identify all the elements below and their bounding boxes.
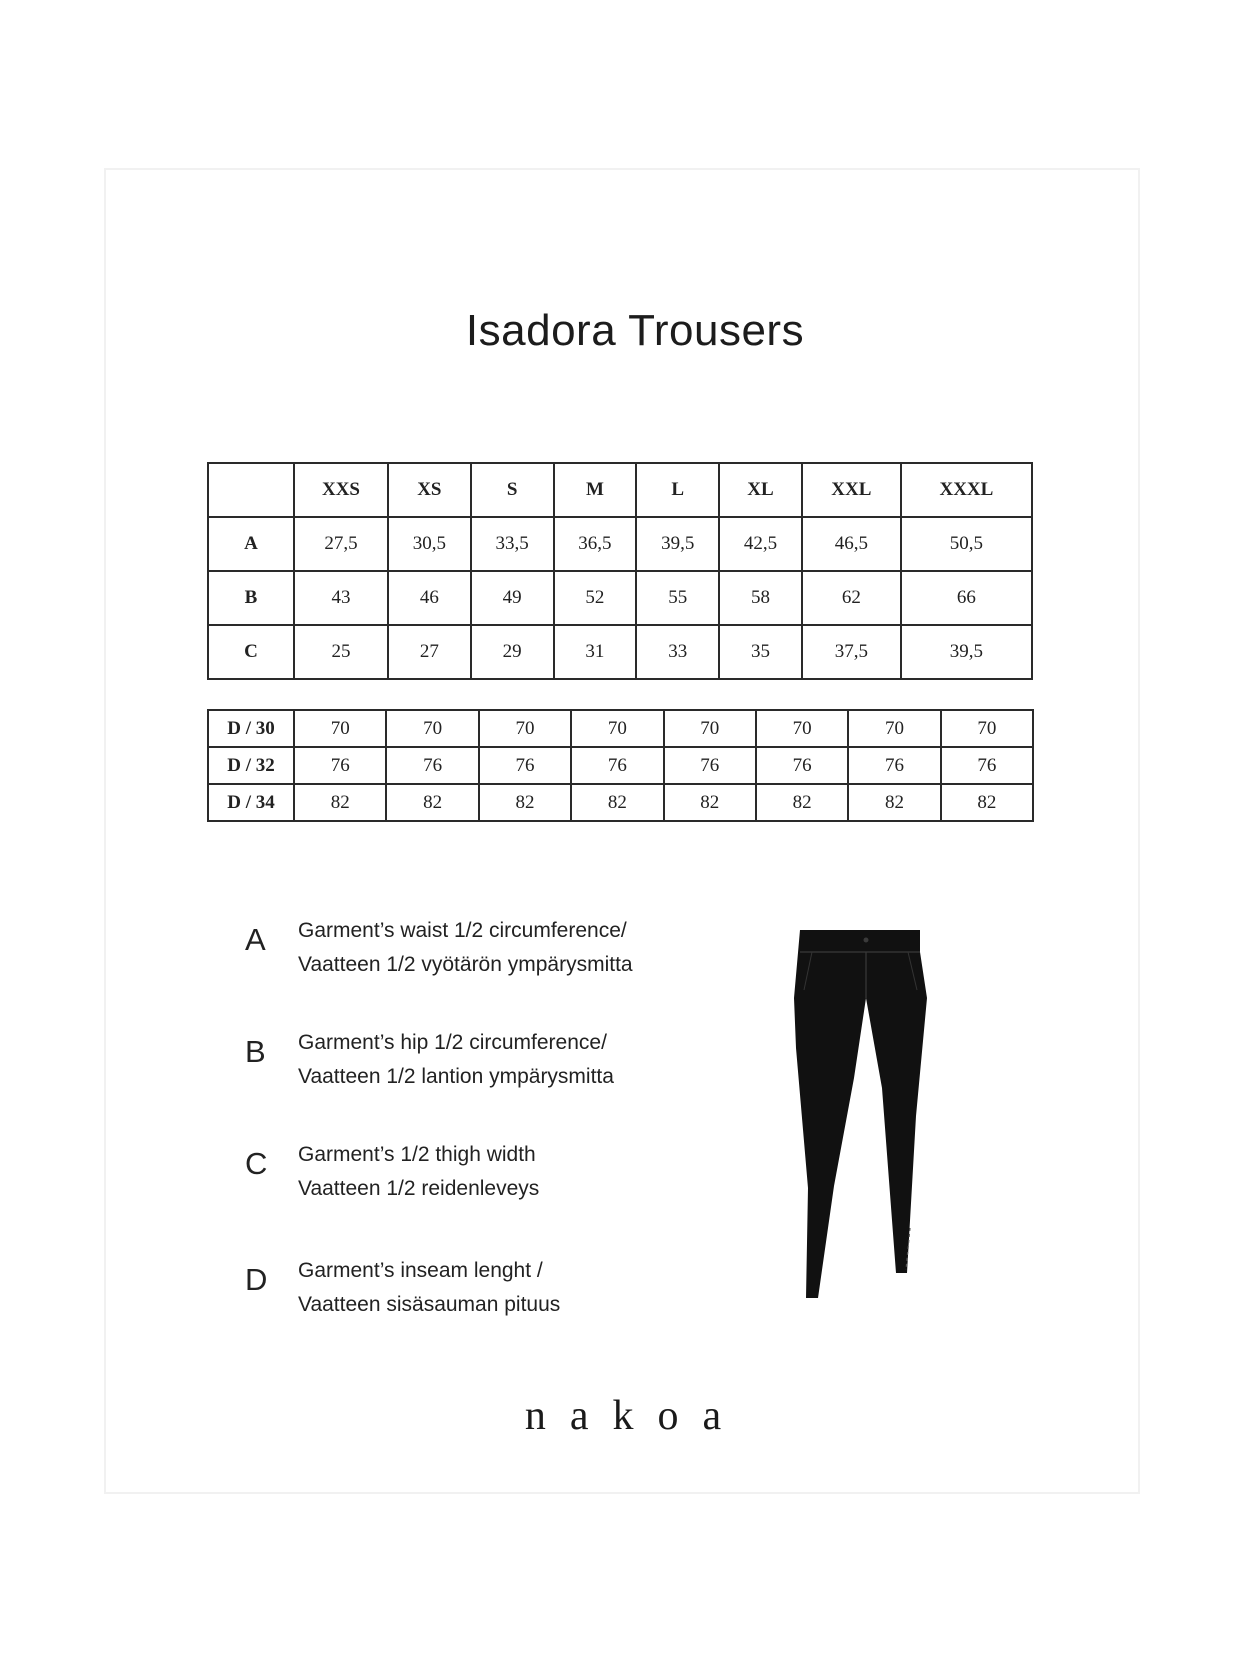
- table-cell: 70: [479, 710, 571, 747]
- table-cell: 76: [479, 747, 571, 784]
- table-cell: 82: [479, 784, 571, 821]
- page-title: Isadora Trousers: [465, 306, 805, 355]
- legend-description: [298, 1254, 560, 1322]
- table-cell: 27: [388, 625, 471, 679]
- table-cell: 70: [756, 710, 848, 747]
- table-row: [208, 747, 1033, 784]
- size-header: S: [471, 463, 554, 517]
- table-cell: 49: [471, 571, 554, 625]
- size-header: XXS: [294, 463, 388, 517]
- table-cell: 36,5: [554, 517, 637, 571]
- size-header: XXXL: [901, 463, 1032, 517]
- row-label: D / 30: [208, 710, 294, 747]
- table-cell: 76: [848, 747, 940, 784]
- size-header: XS: [388, 463, 471, 517]
- row-label: C: [208, 625, 294, 679]
- table-row: [208, 571, 1032, 625]
- table-cell: 76: [756, 747, 848, 784]
- table-row: [208, 517, 1032, 571]
- legend-line-en: Garment’s hip 1/2 circumference/: [298, 1031, 607, 1054]
- legend-letter: C: [245, 1146, 268, 1181]
- trousers-body: [794, 930, 927, 1298]
- table-cell: 70: [848, 710, 940, 747]
- legend-line-fi: Vaatteen 1/2 vyötärön ympärysmitta: [298, 953, 633, 976]
- legend-description: [298, 914, 633, 982]
- table-cell: 50,5: [901, 517, 1032, 571]
- table-cell: 33,5: [471, 517, 554, 571]
- size-header: M: [554, 463, 637, 517]
- table-cell: 37,5: [802, 625, 901, 679]
- table-cell: 29: [471, 625, 554, 679]
- table-cell: 43: [294, 571, 388, 625]
- table-cell: 76: [386, 747, 478, 784]
- row-label: A: [208, 517, 294, 571]
- table-cell: 35: [719, 625, 802, 679]
- size-table: [207, 462, 1033, 680]
- table-cell: 27,5: [294, 517, 388, 571]
- table-cell: 46,5: [802, 517, 901, 571]
- table-cell: 76: [571, 747, 663, 784]
- row-label: D / 32: [208, 747, 294, 784]
- row-label: B: [208, 571, 294, 625]
- table-row: [208, 784, 1033, 821]
- legend-letter: B: [245, 1034, 266, 1069]
- table-cell: 39,5: [636, 517, 719, 571]
- table-row: [208, 625, 1032, 679]
- table-cell: 82: [386, 784, 478, 821]
- size-header: XXL: [802, 463, 901, 517]
- table-corner-cell: [208, 463, 294, 517]
- table-row: [208, 710, 1033, 747]
- brand-logo: nakoa: [524, 1393, 746, 1439]
- size-header: XL: [719, 463, 802, 517]
- table-cell: 62: [802, 571, 901, 625]
- trousers-icon: [790, 928, 940, 1308]
- table-cell: 76: [941, 747, 1033, 784]
- legend-line-en: Garment’s inseam lenght /: [298, 1259, 543, 1282]
- legend-line-fi: Vaatteen 1/2 reidenleveys: [298, 1177, 540, 1200]
- legend-description: [298, 1138, 539, 1206]
- table-cell: 70: [941, 710, 1033, 747]
- table-cell: 31: [554, 625, 637, 679]
- button-icon: [864, 938, 869, 943]
- table-cell: 82: [571, 784, 663, 821]
- legend-letter: D: [245, 1262, 268, 1297]
- table-cell: 70: [386, 710, 478, 747]
- table-cell: 82: [756, 784, 848, 821]
- table-cell: 76: [294, 747, 386, 784]
- table-cell: 70: [294, 710, 386, 747]
- table-header-row: [208, 463, 1032, 517]
- table-cell: 25: [294, 625, 388, 679]
- table-cell: 52: [554, 571, 637, 625]
- table-cell: 39,5: [901, 625, 1032, 679]
- table-cell: 66: [901, 571, 1032, 625]
- legend-description: [298, 1026, 614, 1094]
- table-cell: 55: [636, 571, 719, 625]
- table-cell: 46: [388, 571, 471, 625]
- size-header: L: [636, 463, 719, 517]
- legend-line-en: Garment’s 1/2 thigh width: [298, 1143, 536, 1166]
- table-cell: 76: [664, 747, 756, 784]
- legend-letter: A: [245, 922, 266, 957]
- row-label: D / 34: [208, 784, 294, 821]
- table-cell: 33: [636, 625, 719, 679]
- table-cell: 30,5: [388, 517, 471, 571]
- legend-line-en: Garment’s waist 1/2 circumference/: [298, 919, 627, 942]
- table-cell: 82: [941, 784, 1033, 821]
- table-cell: 70: [664, 710, 756, 747]
- table-cell: 42,5: [719, 517, 802, 571]
- legend-line-fi: Vaatteen 1/2 lantion ympärysmitta: [298, 1065, 614, 1088]
- table-cell: 58: [719, 571, 802, 625]
- table-cell: 82: [848, 784, 940, 821]
- table-cell: 82: [664, 784, 756, 821]
- legend-line-fi: Vaatteen sisäsauman pituus: [298, 1293, 561, 1316]
- table-cell: 70: [571, 710, 663, 747]
- table-cell: 82: [294, 784, 386, 821]
- inseam-table: [207, 709, 1034, 822]
